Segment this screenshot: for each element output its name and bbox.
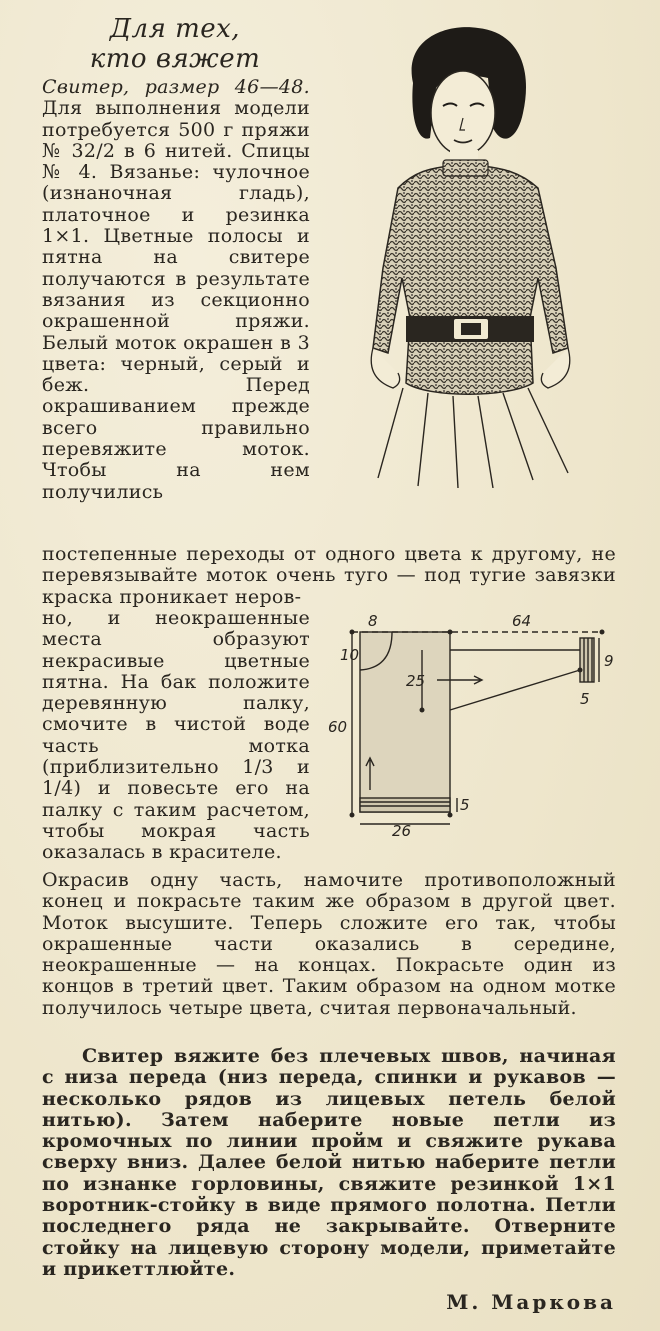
title-line-1: Для тех,	[109, 14, 241, 44]
dim-rib-height: 5	[460, 796, 470, 814]
dim-neck-depth: 10	[340, 646, 360, 664]
dim-sleeve-length: 64	[512, 612, 532, 630]
pattern-schematic	[322, 610, 622, 840]
sweater-model-illustration	[318, 18, 618, 488]
wide-paragraph: постепенные переходы от одного цвета к другому, не перевязывайте моток очень туго — под тугие завязки краска проникает неров-	[42, 543, 616, 608]
author-signature: М. Маркова	[446, 1290, 616, 1314]
dim-armhole: 25	[406, 672, 426, 690]
drying-paragraph: Окрасив одну часть, намочите противоположный конец и покрасьте таким же образом в другой цвет. Моток высушите. Теперь сложите его так, чтобы окрашенные части оказались в середине, неокрашенные — на концах. Покрасьте один из концов в третий цвет. Таким образом на одном мотке получилось четыре цвета, считая первоначальный.	[42, 869, 616, 1019]
intro-paragraph	[42, 77, 310, 503]
intro-text: Для выполнения модели потребуется 500 г пряжи № 32/2 в 6 нитей. Спицы № 4. Вязанье: чулочное (изнаночная гладь), платочное и резинка 1×1. Цветные полосы и пятна на свитере получаются в результате вязания из секционно окрашенной пряжи. Белый моток окрашен в 3 цвета: черный, серый и беж. Перед окрашиванием прежде всего правильно перевяжите моток. Чтобы на нем получились	[42, 97, 310, 503]
instructions-paragraph: Свитер вяжите без плечевых швов, начиная с низа переда (низ переда, спинки и рукавов — несколько рядов из лицевых петель белой нитью). Затем наберите новые петли из кромочных по линии пройм и свяжите рукава сверху вниз. Далее белой нитью наберите петли по изнанке горловины, свяжите резинкой 1×1 воротник-стойку в виде прямого полотна. Петли последнего ряда не закрывайте. Отверните стойку на лицевую сторону модели, приметайте и прикеттлюйте.	[42, 1045, 616, 1280]
dyeing-paragraph: но, и неокрашенные места образуют некрасивые цветные пятна. На бак положите деревянную палку, смочите в чистой воде часть мотка (приблизительно 1/3 и 1/4) и повесьте его на палку с таким расчетом, чтобы мокрая часть оказалась в красителе.	[42, 607, 310, 864]
title-line-2: кто вяжет	[89, 44, 261, 74]
dim-half-width: 26	[392, 822, 412, 840]
dim-neck-width: 8	[368, 612, 378, 630]
dim-cuff-height: 5	[580, 690, 590, 708]
dim-cuff-width: 9	[604, 652, 614, 670]
article-title	[40, 14, 310, 74]
dim-body-length: 60	[328, 718, 348, 736]
model-heading: Свитер, размер 46—48.	[42, 76, 310, 98]
